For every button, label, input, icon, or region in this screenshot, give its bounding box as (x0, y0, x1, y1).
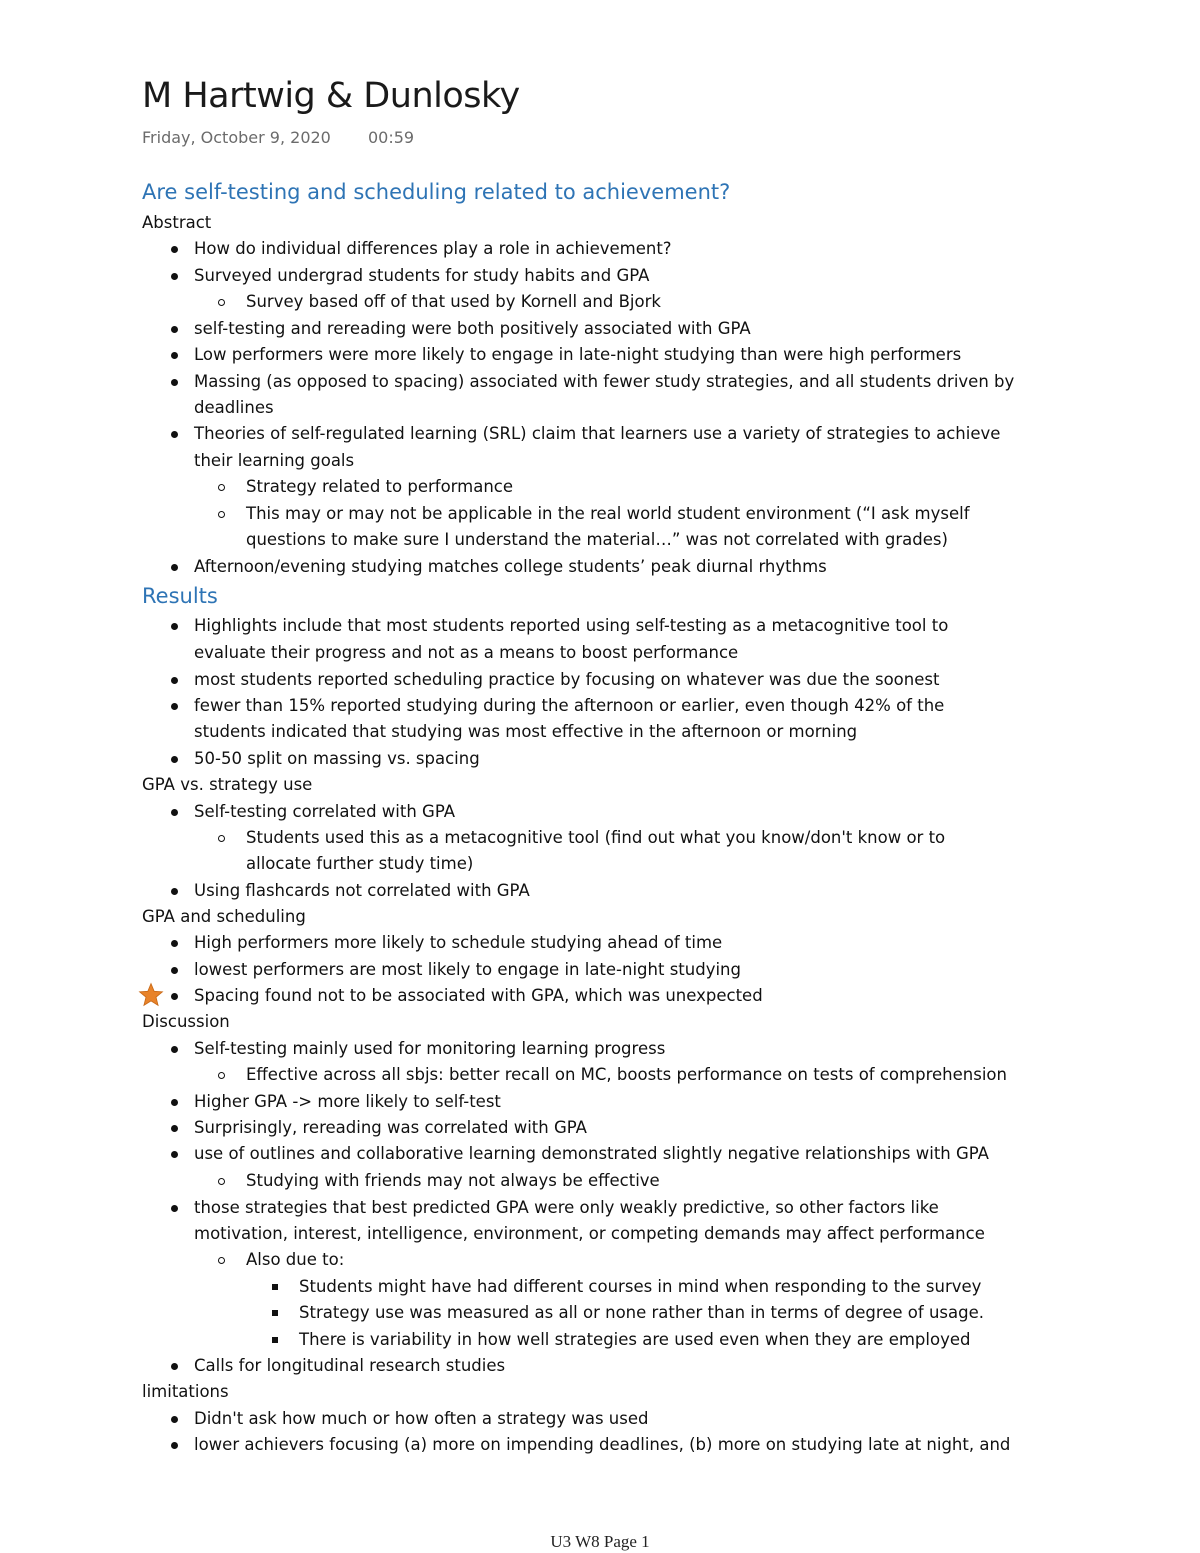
list-item: Survey based off of that used by Kornell and Bjork (246, 292, 661, 311)
list-item-starred: Spacing found not to be associated with GPA, which was unexpected (194, 986, 763, 1005)
section-label-limitations: limitations (142, 1382, 229, 1401)
sub-bullet-icon (218, 1072, 225, 1079)
bullet-icon (171, 967, 178, 974)
list-item: Surveyed undergrad students for study habits and GPA (194, 266, 650, 285)
list-item: 50-50 split on massing vs. spacing (194, 749, 480, 768)
section-label-gpa-strategy: GPA vs. strategy use (142, 775, 313, 794)
list-item: Using flashcards not correlated with GPA (194, 881, 530, 900)
list-item: Didn't ask how much or how often a strategy was used (194, 1409, 649, 1428)
list-item: Afternoon/evening studying matches college students’ peak diurnal rhythms (194, 557, 827, 576)
bullet-icon (171, 1125, 178, 1132)
list-item: Strategy related to performance (246, 477, 514, 496)
bullet-icon (171, 273, 178, 280)
list-item-continuation: evaluate their progress and not as a means to boost performance (194, 643, 739, 662)
list-item: There is variability in how well strategies are used even when they are employed (299, 1330, 971, 1349)
list-item-continuation: their learning goals (194, 451, 355, 470)
list-item: Highlights include that most students reported using self-testing as a metacognitive tool to (194, 616, 949, 635)
list-item: Low performers were more likely to engage in late-night studying than were high performers (194, 345, 962, 364)
bullet-icon (171, 756, 178, 763)
square-bullet-icon (272, 1284, 278, 1290)
sub-bullet-icon (218, 484, 225, 491)
list-item: lowest performers are most likely to engage in late-night studying (194, 960, 741, 979)
list-item: High performers more likely to schedule studying ahead of time (194, 933, 723, 952)
bullet-icon (171, 1205, 178, 1212)
list-item: This may or may not be applicable in the real world student environment (“I ask myself (246, 504, 970, 523)
list-item: Students used this as a metacognitive tool (find out what you know/don't know or to (246, 828, 946, 847)
square-bullet-icon (272, 1310, 278, 1316)
section-label-gpa-scheduling: GPA and scheduling (142, 907, 306, 926)
bullet-icon (171, 703, 178, 710)
list-item: those strategies that best predicted GPA were only weakly predictive, so other factors like (194, 1198, 939, 1217)
list-item: Theories of self-regulated learning (SRL) claim that learners use a variety of strategies to achieve (194, 424, 1001, 443)
sub-bullet-icon (218, 835, 225, 842)
bullet-icon (171, 379, 178, 386)
sub-bullet-icon (218, 299, 225, 306)
heading-results: Results (142, 584, 218, 608)
square-bullet-icon (272, 1337, 278, 1343)
bullet-icon (171, 677, 178, 684)
list-item-continuation: questions to make sure I understand the material…” was not correlated with grades) (246, 530, 948, 549)
bullet-icon (171, 1099, 178, 1106)
list-item: Surprisingly, rereading was correlated with GPA (194, 1118, 587, 1137)
list-item: use of outlines and collaborative learning demonstrated slightly negative relationships with GPA (194, 1144, 989, 1163)
page-footer: U3 W8 Page 1 (550, 1532, 650, 1551)
list-item: Self-testing correlated with GPA (194, 802, 456, 821)
sub-bullet-icon (218, 1178, 225, 1185)
list-item-continuation: students indicated that studying was most effective in the afternoon or morning (194, 722, 858, 741)
list-item: How do individual differences play a role in achievement? (194, 239, 672, 258)
bullet-icon (171, 940, 178, 947)
page-date: Friday, October 9, 2020 (142, 128, 331, 147)
bullet-icon (171, 431, 178, 438)
section-label-discussion: Discussion (142, 1012, 230, 1031)
list-item: lower achievers focusing (a) more on impending deadlines, (b) more on studying late at night, and (194, 1435, 1011, 1454)
page-title: M Hartwig & Dunlosky (142, 76, 520, 116)
list-item-continuation: deadlines (194, 398, 274, 417)
list-item: Massing (as opposed to spacing) associated with fewer study strategies, and all students driven by (194, 372, 1015, 391)
list-item: Self-testing mainly used for monitoring learning progress (194, 1039, 666, 1058)
bullet-icon (171, 1442, 178, 1449)
list-item: Strategy use was measured as all or none rather than in terms of degree of usage. (299, 1303, 984, 1322)
list-item: Students might have had different courses in mind when responding to the survey (299, 1277, 982, 1296)
bullet-icon (171, 1151, 178, 1158)
bullet-icon (171, 809, 178, 816)
list-item-continuation: motivation, interest, intelligence, environment, or competing demands may affect performance (194, 1224, 985, 1243)
bullet-icon (171, 888, 178, 895)
section-label-abstract: Abstract (142, 213, 212, 232)
bullet-icon (171, 1363, 178, 1370)
page-time: 00:59 (368, 128, 415, 147)
star-icon (138, 982, 164, 1008)
list-item: fewer than 15% reported studying during the afternoon or earlier, even though 42% of the (194, 696, 945, 715)
bullet-icon (171, 1416, 178, 1423)
list-item: Higher GPA -> more likely to self-test (194, 1092, 501, 1111)
sub-bullet-icon (218, 1257, 225, 1264)
list-item: Effective across all sbjs: better recall on MC, boosts performance on tests of comprehension (246, 1065, 1007, 1084)
list-item: self-testing and rereading were both positively associated with GPA (194, 319, 751, 338)
bullet-icon (171, 1046, 178, 1053)
list-item-continuation: allocate further study time) (246, 854, 474, 873)
bullet-icon (171, 326, 178, 333)
bullet-icon (171, 564, 178, 571)
bullet-icon (171, 352, 178, 359)
heading-main: Are self-testing and scheduling related to achievement? (142, 180, 731, 204)
list-item: Also due to: (246, 1250, 345, 1269)
bullet-icon (171, 623, 178, 630)
list-item: Studying with friends may not always be effective (246, 1171, 660, 1190)
list-item: Calls for longitudinal research studies (194, 1356, 506, 1375)
list-item: most students reported scheduling practice by focusing on whatever was due the soonest (194, 670, 940, 689)
bullet-icon (171, 993, 178, 1000)
bullet-icon (171, 246, 178, 253)
sub-bullet-icon (218, 511, 225, 518)
